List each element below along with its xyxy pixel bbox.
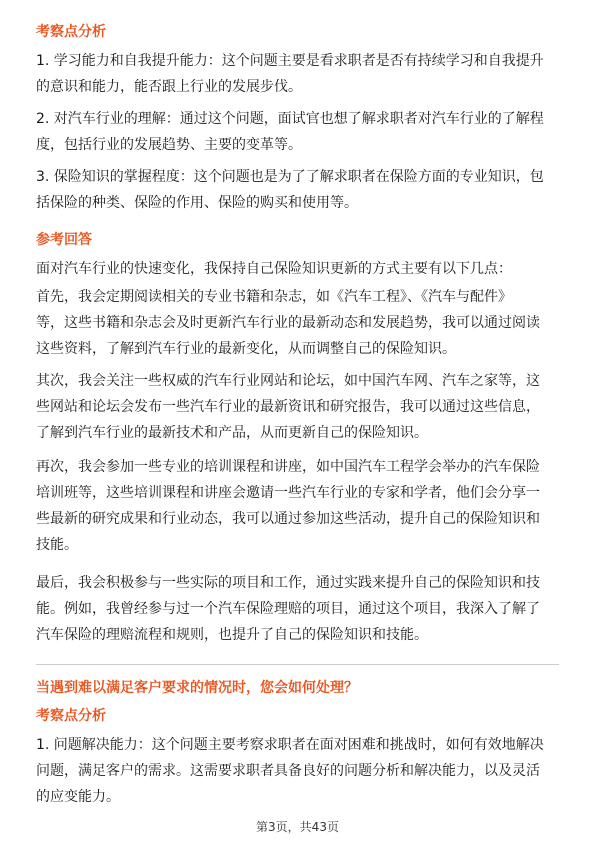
text-line: 1. 问题解决能力：这个问题主要考察求职者在面对困难和挑战时，如何有效地解决 xyxy=(36,737,544,753)
answer-paragraph-last xyxy=(36,570,559,648)
text-line: 最后，我会积极参与一些实际的项目和工作，通过实践来提升自己的保险知识和技 xyxy=(36,575,540,591)
text-line: 括保险的种类、保险的作用、保险的购买和使用等。 xyxy=(36,195,358,211)
text-line: 些网站和论坛会发布一些汽车行业的最新资讯和研究报告，我可以通过这些信息， xyxy=(36,399,540,415)
text-line: 问题，满足客户的需求。这需要求职者具备良好的问题分析和解决能力，以及灵活 xyxy=(36,763,540,779)
text-line: 度，包括行业的发展趋势、主要的变革等。 xyxy=(36,137,302,153)
page-number: 第3页，共43页 xyxy=(256,820,339,834)
text-line: 培训班等，这些培训课程和讲座会邀请一些汽车行业的专家和学者，他们会分享一 xyxy=(36,485,540,501)
analysis-item-1 xyxy=(36,48,559,100)
section-heading-answer: 参考回答 xyxy=(36,232,92,248)
text-line: 的应变能力。 xyxy=(36,789,120,805)
text-line: 1. 学习能力和自我提升能力：这个问题主要是看求职者是否有持续学习和自我提升 xyxy=(36,53,544,69)
text-line: 这些资料，了解到汽车行业的最新变化，从而调整自己的保险知识。 xyxy=(36,341,456,357)
question-heading: 当遇到难以满足客户要求的情况时，您会如何处理？ xyxy=(36,680,358,696)
analysis-item-problem-solving xyxy=(36,732,559,810)
section-heading-analysis-2: 考察点分析 xyxy=(36,708,106,724)
analysis-item-2 xyxy=(36,106,559,158)
text-line: 等，这些书籍和杂志会及时更新汽车行业的最新动态和发展趋势，我可以通过阅读 xyxy=(36,315,540,331)
text-line: 再次，我会参加一些专业的培训课程和讲座，如中国汽车工程学会举办的汽车保险 xyxy=(36,459,540,475)
section-heading-analysis: 考察点分析 xyxy=(36,24,106,40)
text-line: 了解到汽车行业的最新技术和产品，从而更新自己的保险知识。 xyxy=(36,425,428,441)
text-line: 些最新的研究成果和行业动态，我可以通过参加这些活动，提升自己的保险知识和 xyxy=(36,511,540,527)
text-line: 其次，我会关注一些权威的汽车行业网站和论坛，如中国汽车网、汽车之家等，这 xyxy=(36,373,540,389)
text-line: 汽车保险的理赔流程和规则，也提升了自己的保险知识和技能。 xyxy=(36,627,428,643)
section-divider xyxy=(36,664,559,665)
answer-paragraph-intro xyxy=(36,256,559,282)
text-line: 3. 保险知识的掌握程度：这个问题也是为了了解求职者在保险方面的专业知识，包 xyxy=(36,169,544,185)
text-line: 2. 对汽车行业的理解：通过这个问题，面试官也想了解求职者对汽车行业的了解程 xyxy=(36,111,544,127)
text-line: 面对汽车行业的快速变化，我保持自己保险知识更新的方式主要有以下几点： xyxy=(36,261,512,277)
answer-paragraph-third xyxy=(36,454,559,558)
text-line: 技能。 xyxy=(36,537,78,553)
text-line: 首先，我会定期阅读相关的专业书籍和杂志，如《汽车工程》、《汽车与配件》 xyxy=(36,289,512,305)
text-line: 能。例如，我曾经参与过一个汽车保险理赔的项目，通过这个项目，我深入了解了 xyxy=(36,601,540,617)
answer-paragraph-second xyxy=(36,368,559,446)
text-line: 的意识和能力，能否跟上行业的发展步伐。 xyxy=(36,79,302,95)
answer-paragraph-first xyxy=(36,284,559,362)
analysis-item-3 xyxy=(36,164,559,216)
